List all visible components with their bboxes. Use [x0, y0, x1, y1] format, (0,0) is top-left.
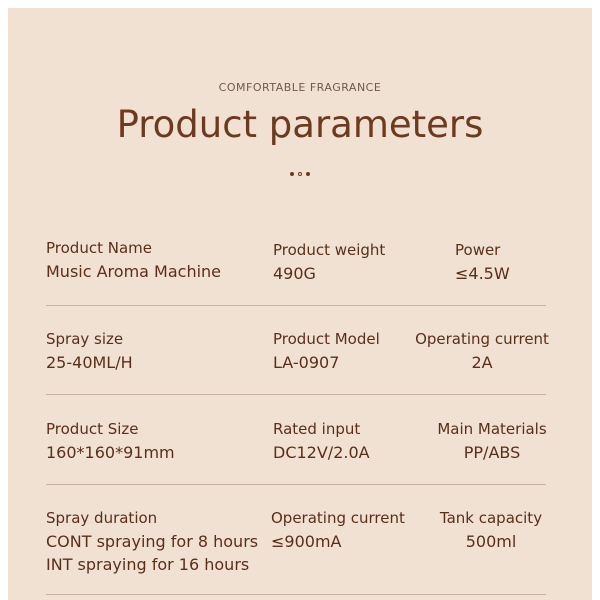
param-label: Operating current [415, 330, 549, 348]
spec-sheet [8, 8, 592, 600]
param-tank-capacity [421, 507, 561, 553]
row-divider [46, 394, 546, 395]
param-value: PP/ABS [463, 443, 521, 462]
param-value: 160*160*91mm [46, 443, 175, 462]
param-main-materials [422, 418, 562, 464]
param-spray-duration [46, 507, 258, 576]
param-rated-input [273, 418, 370, 464]
param-operating-current-2 [271, 507, 405, 553]
dot-icon [306, 172, 310, 176]
param-label: Tank capacity [439, 509, 543, 527]
param-value: ≤900mA [271, 532, 342, 551]
param-label: Main Materials [437, 420, 547, 438]
param-value: Music Aroma Machine [46, 262, 222, 281]
row-divider [46, 305, 546, 306]
param-label: Spray size [46, 330, 124, 348]
row-divider [46, 484, 546, 485]
param-operating-current [412, 328, 552, 374]
dot-icon [290, 172, 294, 176]
param-value: 490G [273, 264, 316, 283]
page-title: Product parameters [116, 103, 484, 146]
param-product-size [46, 418, 175, 464]
param-label: Product Model [273, 330, 380, 348]
param-label: Rated input [273, 420, 361, 438]
param-power [455, 239, 510, 285]
dot-separator [8, 172, 592, 176]
param-label: Power [455, 241, 501, 259]
param-label: Product Size [46, 420, 139, 438]
param-value: LA-0907 [273, 353, 340, 372]
param-value: 2A [471, 353, 493, 372]
param-label: Product weight [273, 241, 386, 259]
param-value: DC12V/2.0A [273, 443, 370, 462]
param-product-model [273, 328, 380, 374]
param-product-name [46, 237, 221, 283]
param-value: 500ml [465, 532, 517, 551]
param-value: 25-40ML/H [46, 353, 133, 372]
eyebrow-text: COMFORTABLE FRAGRANCE [218, 81, 382, 94]
param-label: Spray duration [46, 509, 158, 527]
param-spray-size [46, 328, 133, 374]
param-product-weight [273, 239, 385, 285]
param-label: Operating current [271, 509, 405, 527]
param-value: ≤4.5W [455, 264, 510, 283]
param-label: Product Name [46, 239, 152, 257]
row-divider [46, 594, 546, 595]
param-value: CONT spraying for 8 hours [46, 532, 259, 551]
param-value-secondary: INT spraying for 16 hours [46, 555, 250, 574]
ring-dot-icon [298, 172, 302, 176]
